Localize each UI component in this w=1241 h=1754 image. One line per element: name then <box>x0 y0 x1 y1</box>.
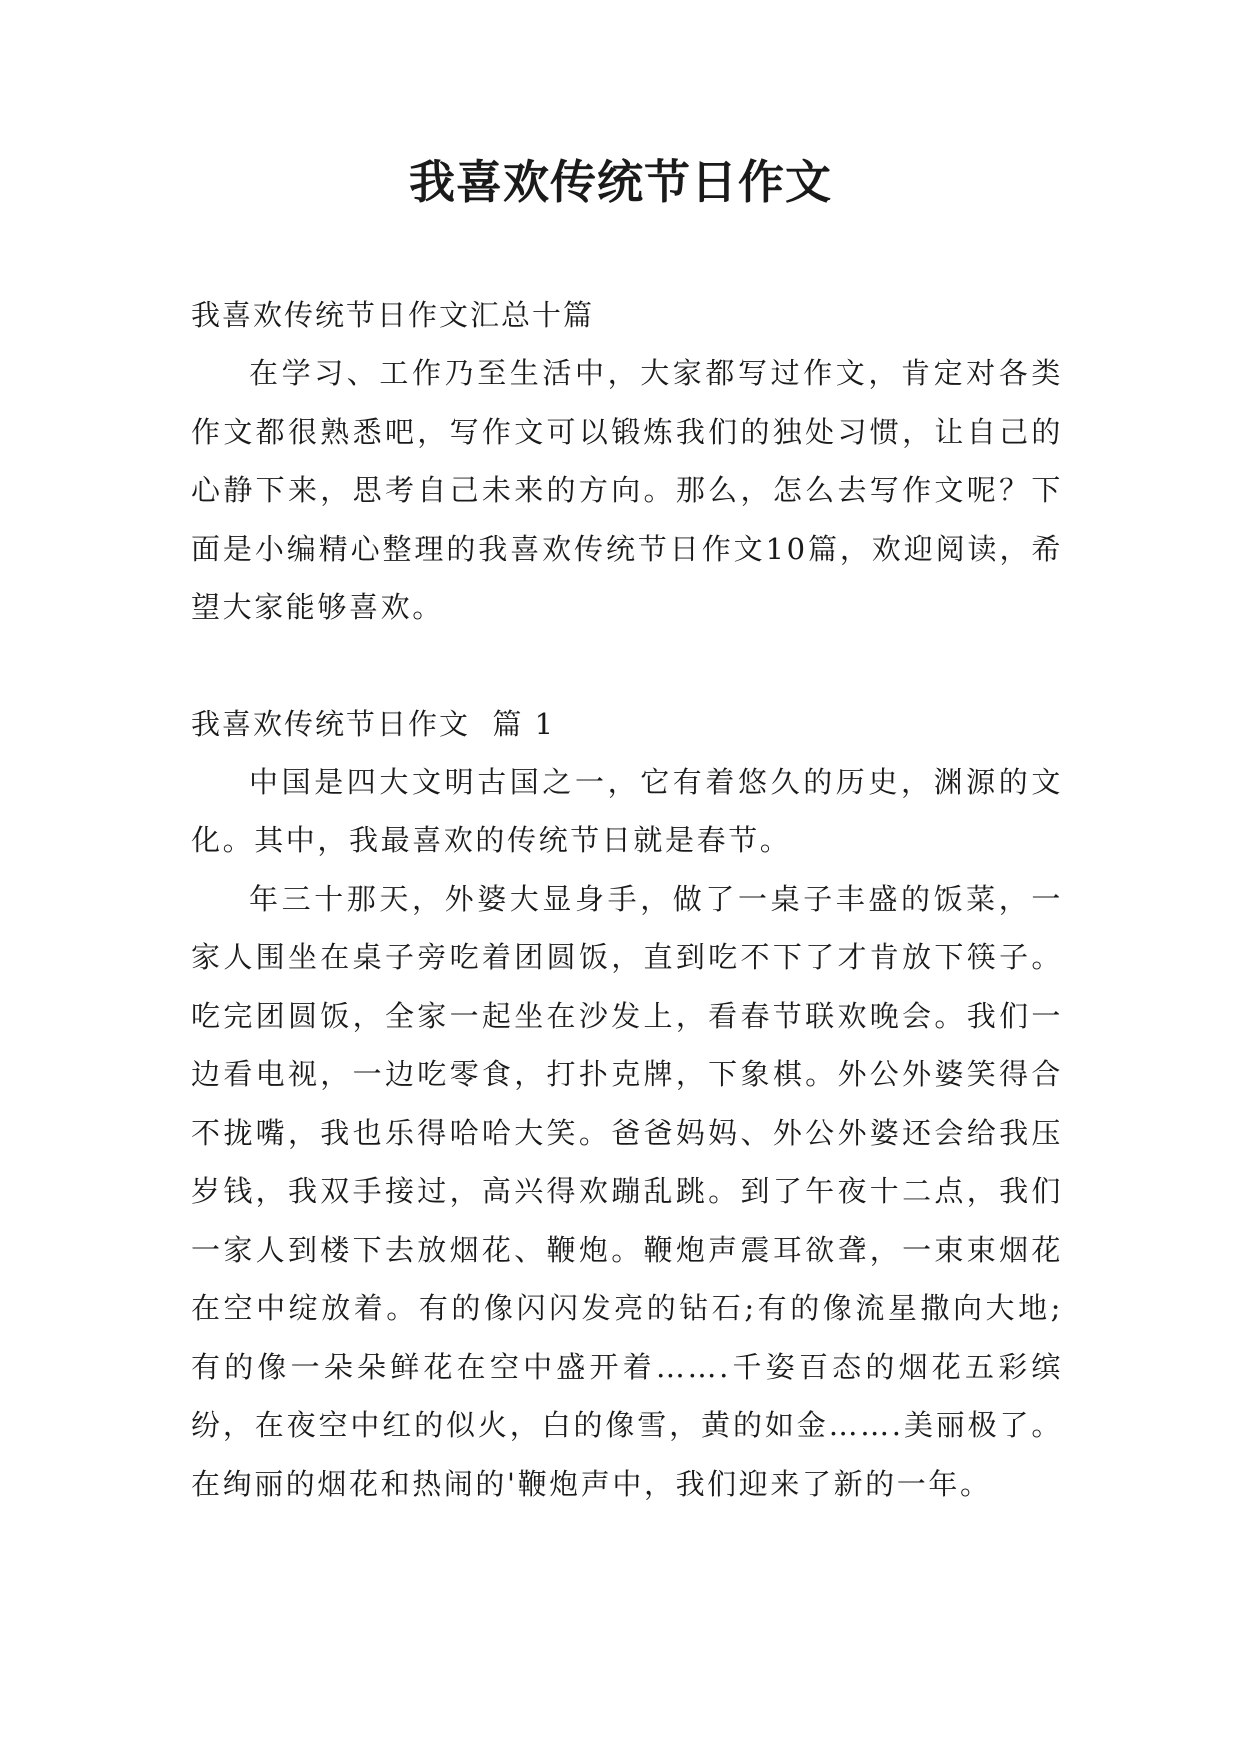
section-heading: 我喜欢传统节日作文 篇 1 <box>191 706 556 741</box>
section-spacer <box>191 637 1063 695</box>
document-title: 我喜欢传统节日作文 <box>409 155 832 209</box>
document-body <box>191 286 1063 1513</box>
section-paragraph: 年三十那天，外婆大显身手，做了一桌子丰盛的饭菜，一家人围坐在桌子旁吃着团圆饭，直到吃不下了才肯放下筷子。吃完团圆饭，全家一起坐在沙发上，看春节联欢晚会。我们一边看电视，一边吃零食，打扑克牌，下象棋。外公外婆笑得合不拢嘴，我也乐得哈哈大笑。爸爸妈妈、外公外婆还会给我压岁钱，我双手接过，高兴得欢蹦乱跳。到了午夜十二点，我们一家人到楼下去放烟花、鞭炮。鞭炮声震耳欲聋，一束束烟花在空中绽放着。有的像闪闪发亮的钻石;有的像流星撒向大地;有的像一朵朵鲜花在空中盛开着…….千姿百态的烟花五彩缤纷，在夜空中红的似火，白的像雪，黄的如金…….美丽极了。在绚丽的烟花和热闹的'鞭炮声中，我们迎来了新的一年。 <box>191 881 1063 1501</box>
section-paragraph: 中国是四大文明古国之一，它有着悠久的历史，渊源的文化。其中，我最喜欢的传统节日就是春节。 <box>191 764 1063 857</box>
intro-paragraph: 在学习、工作乃至生活中，大家都写过作文，肯定对各类作文都很熟悉吧，写作文可以锻炼我们的独处习惯，让自己的心静下来，思考自己未来的方向。那么，怎么去写作文呢？下面是小编精心整理的我喜欢传统节日作文10篇，欢迎阅读，希望大家能够喜欢。 <box>191 356 1063 624</box>
subtitle: 我喜欢传统节日作文汇总十篇 <box>191 298 595 332</box>
